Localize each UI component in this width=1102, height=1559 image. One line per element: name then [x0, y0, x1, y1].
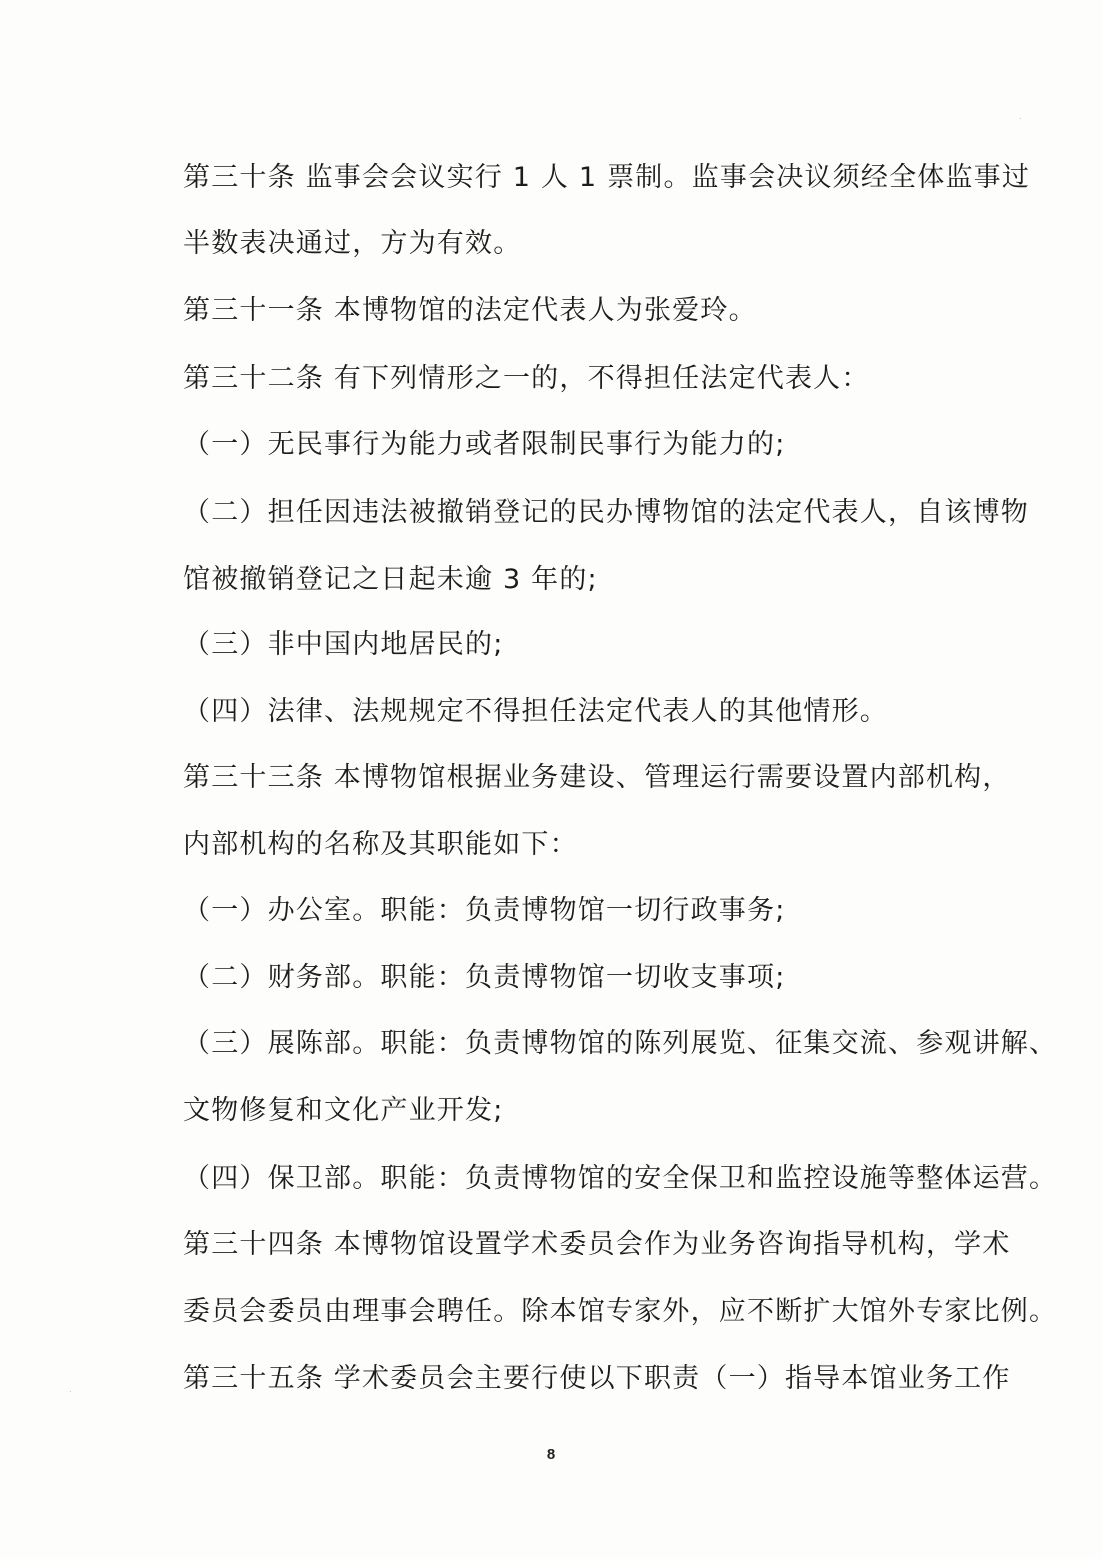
page-number: 8	[546, 1446, 556, 1463]
text-line: （一）无民事行为能力或者限制民事行为能力的;	[183, 429, 786, 460]
text-line: （四）法律、法规规定不得担任法定代表人的其他情形。	[183, 696, 888, 727]
text-line: 第三十一条 本博物馆的法定代表人为张爱玲。	[183, 295, 757, 326]
text-line: 内部机构的名称及其职能如下：	[183, 829, 578, 860]
text-line: （四）保卫部。职能：负责博物馆的安全保卫和监控设施等整体运营。	[183, 1163, 1058, 1194]
text-line: （三）展陈部。职能：负责博物馆的陈列展览、征集交流、参观讲解、	[183, 1028, 1058, 1059]
text-line: 第三十条 监事会会议实行 1 人 1 票制。监事会决议须经全体监事过	[183, 162, 1031, 193]
text-line: （一）办公室。职能：负责博物馆一切行政事务;	[183, 895, 786, 926]
text-line: （二）财务部。职能：负责博物馆一切收支事项;	[183, 962, 786, 993]
text-line: 文物修复和文化产业开发;	[183, 1095, 504, 1126]
text-line: 第三十二条 有下列情形之一的，不得担任法定代表人：	[183, 363, 870, 394]
text-line: （二）担任因违法被撤销登记的民办博物馆的法定代表人，自该博物	[183, 497, 1029, 528]
text-line: 馆被撤销登记之日起未逾 3 年的;	[183, 564, 598, 595]
text-line: （三）非中国内地居民的;	[183, 629, 504, 660]
text-line: 第三十四条 本博物馆设置学术委员会作为业务咨询指导机构，学术	[183, 1229, 1011, 1260]
scan-artifact	[1020, 118, 1021, 119]
text-line: 委员会委员由理事会聘任。除本馆专家外，应不断扩大馆外专家比例。	[183, 1296, 1058, 1327]
scan-artifact	[70, 1391, 71, 1392]
text-line: 半数表决通过，方为有效。	[183, 228, 522, 259]
text-line: 第三十五条 学术委员会主要行使以下职责（一）指导本馆业务工作	[183, 1363, 1011, 1394]
text-line: 第三十三条 本博物馆根据业务建设、管理运行需要设置内部机构，	[183, 762, 1011, 793]
